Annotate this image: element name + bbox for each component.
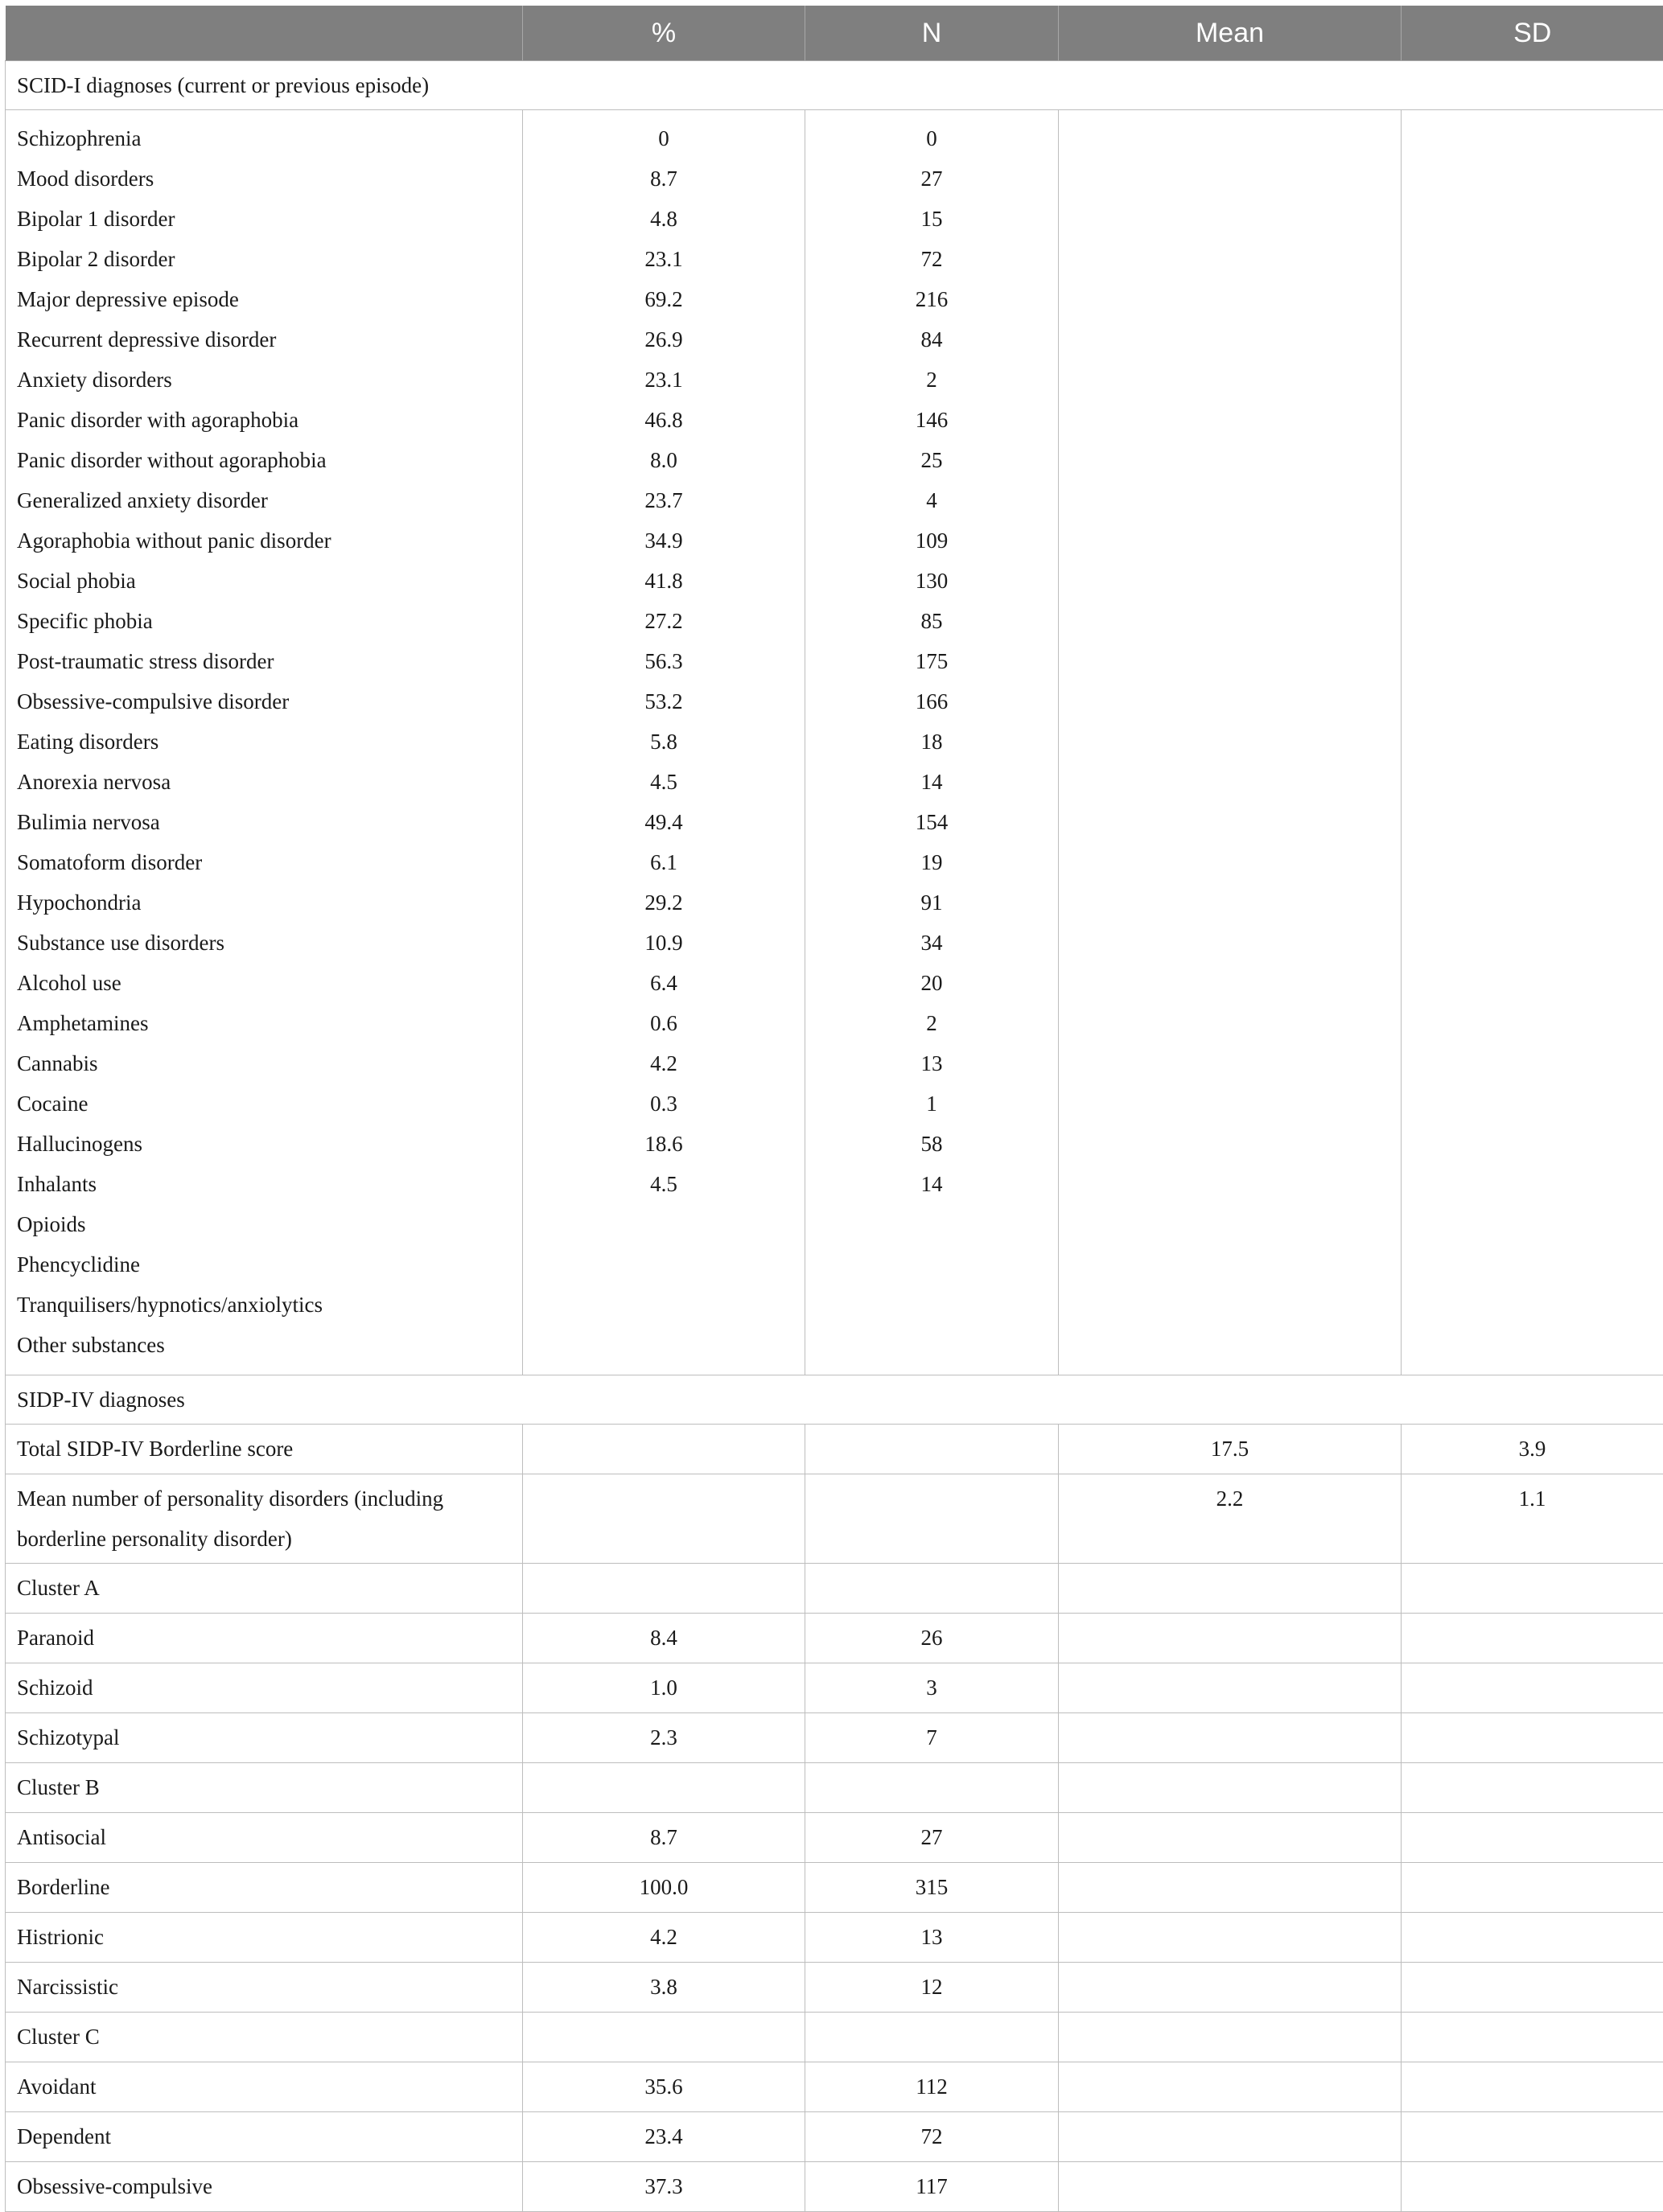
scid-row-percent: 4.5: [650, 770, 677, 794]
section-row-scid: [6, 61, 1663, 110]
scid-row-label: Bulimia nervosa: [17, 810, 160, 834]
mean-pd-sd: 1.1: [1402, 1474, 1663, 1564]
scid-row-label: Panic disorder with agoraphobia: [17, 408, 299, 432]
scid-row-percent: 56.3: [644, 649, 683, 673]
scid-row-label: Anxiety disorders: [17, 368, 172, 392]
cell-label: Schizotypal: [6, 1713, 523, 1763]
scid-row-label: Major depressive episode: [17, 287, 239, 311]
scid-row-n: 58: [920, 1132, 943, 1156]
scid-row-n: 13: [920, 1051, 943, 1075]
scid-row-n: 91: [920, 890, 943, 915]
cell-percent: 2.3: [523, 1713, 805, 1763]
header-label-col: [6, 6, 523, 61]
scid-row-percent: 46.8: [644, 408, 683, 432]
scid-row-label: Other substances: [17, 1333, 165, 1357]
scid-row-percent: 0.6: [650, 1011, 677, 1035]
scid-row-label: Phencyclidine: [17, 1252, 140, 1277]
scid-row-n: 72: [920, 247, 943, 271]
cluster-header-row: [6, 2013, 1663, 2062]
scid-label-cell: [6, 110, 523, 1375]
table-row: [6, 1474, 1663, 1564]
scid-row-percent: 18.6: [644, 1132, 683, 1156]
scid-row-label: Agoraphobia without panic disorder: [17, 528, 331, 553]
scid-mean-cell: [1059, 110, 1402, 1375]
cell-percent: 23.4: [523, 2112, 805, 2162]
scid-row-n: 25: [920, 448, 943, 472]
cell-label: Dependent: [6, 2112, 523, 2162]
scid-row-percent: 23.7: [644, 488, 683, 512]
cluster-header-row: [6, 1763, 1663, 1813]
cell-n: 26: [805, 1614, 1059, 1663]
header-percent: %: [523, 6, 805, 61]
scid-row-n: 109: [915, 528, 949, 553]
mean-pd-label-line1: Mean number of personality disorders (including: [17, 1486, 444, 1511]
table-body: [6, 61, 1663, 2212]
cell-label: Avoidant: [6, 2062, 523, 2112]
scid-row-n: 18: [920, 730, 943, 754]
scid-row-label: Hypochondria: [17, 890, 142, 915]
scid-row-label: Obsessive-compulsive disorder: [17, 689, 290, 713]
cell-label: Narcissistic: [6, 1963, 523, 2013]
cell-label: Antisocial: [6, 1813, 523, 1863]
scid-row-percent: 6.4: [650, 971, 677, 995]
cell-n: 12: [805, 1963, 1059, 2013]
scid-row-percent: 0.3: [650, 1092, 677, 1116]
scid-row-n: [817, 1325, 1047, 1365]
scid-block: [6, 110, 1663, 1375]
cluster-name: Cluster B: [6, 1763, 523, 1813]
scid-row-percent: 41.8: [644, 569, 683, 593]
cell-n: 315: [805, 1863, 1059, 1913]
scid-row-percent: 53.2: [644, 689, 683, 713]
mean-pd-label-line2: borderline personality disorder): [17, 1527, 292, 1551]
scid-row-n: 27: [920, 167, 943, 191]
scid-row-n: 175: [915, 649, 949, 673]
table-row: [6, 1663, 1663, 1713]
table-row: [6, 1863, 1663, 1913]
scid-row-label: Tranquilisers/hypnotics/anxiolytics: [17, 1293, 323, 1317]
scid-row-label: Eating disorders: [17, 730, 159, 754]
scid-row-n: 4: [926, 488, 937, 512]
table-row: [6, 1425, 1663, 1474]
diagnoses-table: [5, 6, 1663, 2212]
scid-n-cell: [805, 110, 1059, 1375]
scid-row-n: [817, 1244, 1047, 1285]
cluster-name: Cluster A: [6, 1564, 523, 1614]
scid-row-label: Mood disorders: [17, 167, 154, 191]
cluster-header-row: [6, 1564, 1663, 1614]
cell-percent: 1.0: [523, 1663, 805, 1713]
scid-row-n: 20: [920, 971, 943, 995]
section-row-sidp: [6, 1375, 1663, 1425]
cluster-name: Cluster C: [6, 2013, 523, 2062]
scid-row-n: 0: [926, 126, 937, 150]
scid-row-label: Social phobia: [17, 569, 136, 593]
scid-row-percent: 49.4: [644, 810, 683, 834]
total-score-label: Total SIDP-IV Borderline score: [6, 1425, 523, 1474]
cell-percent: 37.3: [523, 2162, 805, 2212]
table-row: [6, 2062, 1663, 2112]
scid-row-label: Schizophrenia: [17, 126, 142, 150]
cell-n: 13: [805, 1913, 1059, 1963]
table-row: [6, 1963, 1663, 2013]
scid-row-n: [817, 1204, 1047, 1244]
total-score-mean: 17.5: [1059, 1425, 1402, 1474]
cell-n: 112: [805, 2062, 1059, 2112]
scid-row-n: 2: [926, 368, 937, 392]
scid-row-percent: 8.7: [650, 167, 677, 191]
cell-n: 117: [805, 2162, 1059, 2212]
table-row: [6, 2112, 1663, 2162]
scid-row-label: Anorexia nervosa: [17, 770, 171, 794]
scid-row-percent: 26.9: [644, 327, 683, 352]
scid-row-percent: [534, 1285, 793, 1325]
scid-percent-cell: [523, 110, 805, 1375]
scid-row-n: 19: [920, 850, 943, 874]
scid-row-n: 15: [920, 207, 943, 231]
scid-row-n: 1: [926, 1092, 937, 1116]
scid-row-label: Alcohol use: [17, 971, 121, 995]
scid-row-percent: 4.2: [650, 1051, 677, 1075]
scid-row-percent: 4.8: [650, 207, 677, 231]
scid-row-percent: 23.1: [644, 247, 683, 271]
cell-n: 3: [805, 1663, 1059, 1713]
scid-row-label: Bipolar 1 disorder: [17, 207, 175, 231]
scid-row-n: 14: [920, 1172, 943, 1196]
scid-row-percent: 29.2: [644, 890, 683, 915]
scid-row-label: Cannabis: [17, 1051, 98, 1075]
scid-row-n: 34: [920, 931, 943, 955]
scid-row-percent: [534, 1244, 793, 1285]
section-title-scid: SCID-I diagnoses (current or previous episode): [6, 61, 1663, 110]
scid-row-label: Hallucinogens: [17, 1132, 142, 1156]
scid-row-percent: 23.1: [644, 368, 683, 392]
scid-row-label: Recurrent depressive disorder: [17, 327, 277, 352]
cell-percent: 35.6: [523, 2062, 805, 2112]
table-row: [6, 1713, 1663, 1763]
cell-percent: 3.8: [523, 1963, 805, 2013]
scid-sd-cell: [1402, 110, 1663, 1375]
cell-n: 7: [805, 1713, 1059, 1763]
table-row: [6, 1614, 1663, 1663]
scid-row-percent: 27.2: [644, 609, 683, 633]
scid-row-n: 130: [915, 569, 949, 593]
scid-row-label: Substance use disorders: [17, 931, 224, 955]
scid-row-percent: [534, 1204, 793, 1244]
scid-row-n: 166: [915, 689, 949, 713]
scid-row-label: Post-traumatic stress disorder: [17, 649, 274, 673]
cell-percent: 8.4: [523, 1614, 805, 1663]
cell-label: Obsessive-compulsive: [6, 2162, 523, 2212]
cell-n: 72: [805, 2112, 1059, 2162]
total-score-sd: 3.9: [1402, 1425, 1663, 1474]
scid-row-percent: 4.5: [650, 1172, 677, 1196]
mean-pd-mean: 2.2: [1059, 1474, 1402, 1564]
cell-label: Borderline: [6, 1863, 523, 1913]
scid-row-label: Generalized anxiety disorder: [17, 488, 268, 512]
section-title-sidp: SIDP-IV diagnoses: [6, 1375, 1663, 1425]
table-row: [6, 2162, 1663, 2212]
scid-row-label: Inhalants: [17, 1172, 97, 1196]
header-n: N: [805, 6, 1059, 61]
scid-row-n: 154: [915, 810, 949, 834]
scid-row-percent: 0: [658, 126, 669, 150]
table-header: [6, 6, 1663, 61]
scid-row-percent: 8.0: [650, 448, 677, 472]
cell-n: 27: [805, 1813, 1059, 1863]
scid-row-n: 216: [915, 287, 949, 311]
scid-row-label: Panic disorder without agoraphobia: [17, 448, 327, 472]
scid-row-percent: 5.8: [650, 730, 677, 754]
table-row: [6, 1913, 1663, 1963]
table-row: [6, 1813, 1663, 1863]
scid-row-label: Bipolar 2 disorder: [17, 247, 175, 271]
cell-label: Paranoid: [6, 1614, 523, 1663]
scid-row-percent: 10.9: [644, 931, 683, 955]
cell-percent: 100.0: [523, 1863, 805, 1913]
scid-row-n: 85: [920, 609, 943, 633]
scid-row-label: Specific phobia: [17, 609, 153, 633]
scid-row-percent: 6.1: [650, 850, 677, 874]
scid-row-label: Opioids: [17, 1212, 86, 1236]
scid-row-percent: 69.2: [644, 287, 683, 311]
header-mean: Mean: [1059, 6, 1402, 61]
header-sd: SD: [1402, 6, 1663, 61]
scid-row-percent: [534, 1325, 793, 1365]
scid-row-label: Somatoform disorder: [17, 850, 203, 874]
scid-row-label: Amphetamines: [17, 1011, 149, 1035]
cell-percent: 4.2: [523, 1913, 805, 1963]
cell-label: Schizoid: [6, 1663, 523, 1713]
scid-row-n: [817, 1285, 1047, 1325]
scid-row-percent: 34.9: [644, 528, 683, 553]
scid-row-n: 146: [915, 408, 949, 432]
mean-pd-label: [6, 1474, 523, 1564]
scid-row-n: 2: [926, 1011, 937, 1035]
scid-row-n: 14: [920, 770, 943, 794]
scid-row-label: Cocaine: [17, 1092, 89, 1116]
scid-row-n: 84: [920, 327, 943, 352]
cell-percent: 8.7: [523, 1813, 805, 1863]
cell-label: Histrionic: [6, 1913, 523, 1963]
